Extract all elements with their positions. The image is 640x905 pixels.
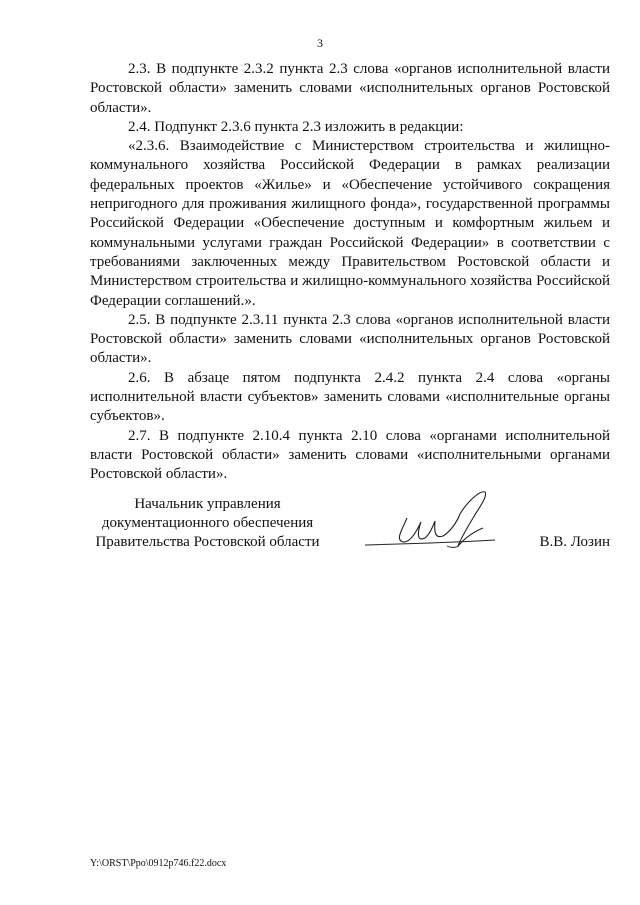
document-body bbox=[90, 60, 610, 485]
handwritten-signature bbox=[355, 488, 505, 558]
signatory-name: В.В. Лозин bbox=[539, 534, 610, 550]
signatory-title-line: Правительства Ростовской области bbox=[95, 534, 320, 550]
paragraph-2-3-6-quote: «2.3.6. Взаимодействие с Министерством строительства и жилищно-коммунального хозяйства Российской Федерации в рамках реализации федеральных проектов «Жилье» и «Обеспечение устойчивого сокращения непригодного для проживания жилищного фонда», государственной программы Российской Федерации «Обеспечение доступным и комфортным жильем и коммунальными услугами граждан Российской Федерации» в соответствии с требованиями заключенных между Правительством Ростовской области и Министерством строительства и жилищно-коммунального хозяйства Российской Федерации соглашений.». bbox=[90, 138, 610, 309]
page-number: 3 bbox=[317, 36, 323, 50]
paragraph-2-7: 2.7. В подпункте 2.10.4 пункта 2.10 слова «органами исполнительной власти Ростовской области» заменить словами «исполнительными органами Ростовской области». bbox=[90, 427, 610, 483]
signatory-title-line: Начальник управления bbox=[134, 496, 281, 512]
paragraph-2-5: 2.5. В подпункте 2.3.11 пункта 2.3 слова «органов исполнительной власти Ростовской области» заменить словами «исполнительных органов Ростовской области». bbox=[90, 311, 610, 367]
file-path-footer: Y:\ORST\Ppo\0912p746.f22.docx bbox=[90, 858, 227, 869]
paragraph-2-4: 2.4. Подпункт 2.3.6 пункта 2.3 изложить в редакции: bbox=[128, 118, 464, 135]
signatory-title-line: документационного обеспечения bbox=[101, 515, 314, 531]
signatory-title bbox=[90, 495, 325, 552]
paragraph-2-3: 2.3. В подпункте 2.3.2 пункта 2.3 слова «органов исполнительной власти Ростовской области» заменить словами «исполнительных органов Ростовской области». bbox=[90, 61, 610, 116]
paragraph-2-6: 2.6. В абзаце пятом подпункта 2.4.2 пункта 2.4 слова «органы исполнительной власти субъектов» заменить словами «исполнительные органы субъектов». bbox=[90, 369, 610, 425]
